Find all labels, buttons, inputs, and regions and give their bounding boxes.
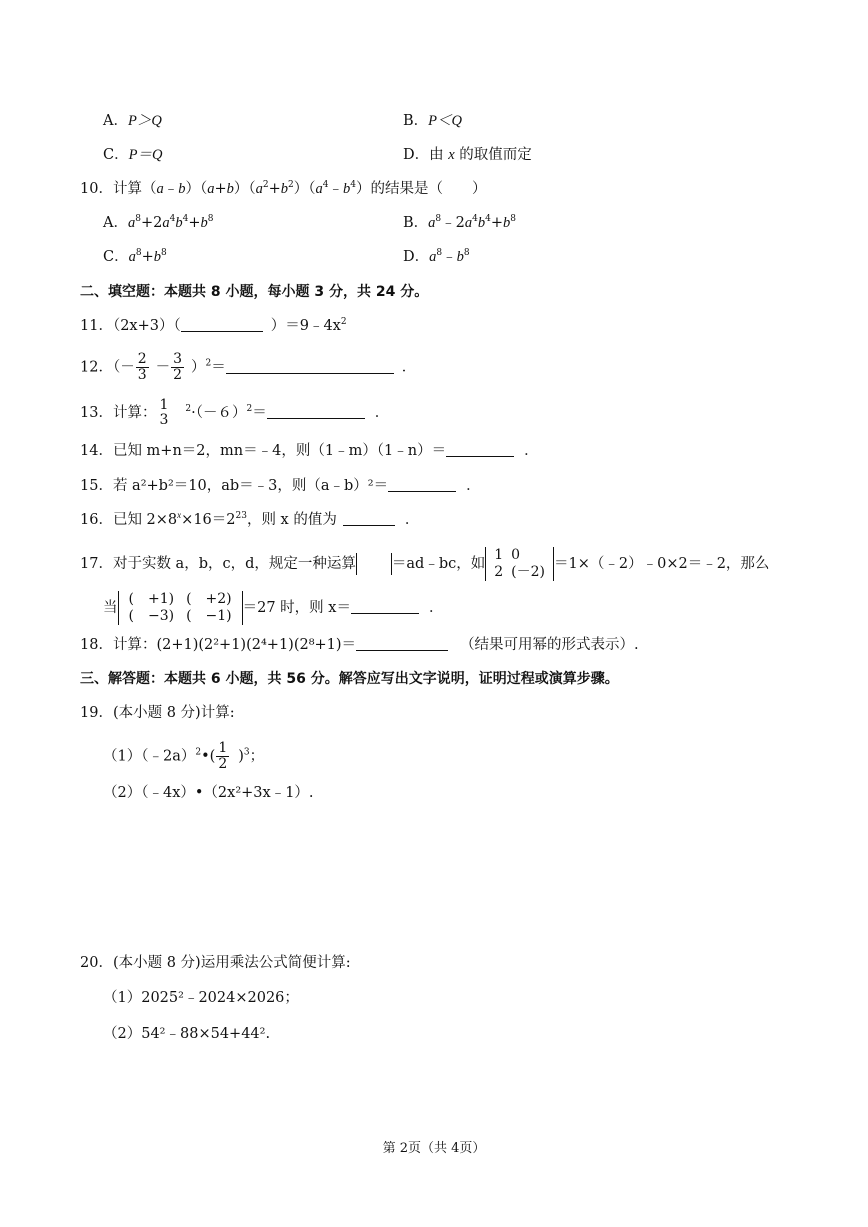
section-2-heading: 二、填空题：本题共 8 小题，每小题 3 分，共 24 分。 bbox=[80, 284, 429, 300]
q17-line-2: 当 ( +1) ( −3) ( +2) ( −1) ＝27 时，则 x＝ ． bbox=[103, 591, 444, 624]
q9-option-c: C．P＝Q bbox=[103, 147, 163, 163]
q12-fraction-2: $\frac{3}{2}$ bbox=[173, 351, 183, 383]
q15-answer-blank[interactable] bbox=[388, 477, 456, 492]
q17-determinant-example: 1 2 0 (－2) bbox=[485, 547, 554, 581]
q10-option-a: A．$a^8+2a^4b^4+b^8$ bbox=[103, 214, 214, 231]
q12-fraction-1: $\frac{2}{3}$ bbox=[137, 351, 147, 383]
q13: 13．计算： 1 3 $^2\cdot(-6)^2=$ ． bbox=[80, 397, 390, 428]
q18-answer-blank[interactable] bbox=[356, 636, 448, 651]
q9-option-a: A．P＞Q bbox=[103, 113, 162, 129]
q17-determinant-condition: ( +1) ( −3) ( +2) ( −1) bbox=[118, 591, 243, 625]
q19-part-2: （2）（﹣4x）•（2x²+3x﹣1）. bbox=[103, 785, 314, 801]
q17-line-1: 17．对于实数 a，b，c，d，规定一种运算 ＝ad﹣bc，如 1 2 0 (－2) ＝1×（﹣2）﹣0×2＝﹣2，那么 bbox=[80, 547, 770, 580]
q14-answer-blank[interactable] bbox=[446, 442, 514, 457]
q15: 15．若 a²+b²＝10，ab＝﹣3，则（a﹣b）²＝ ． bbox=[80, 478, 481, 494]
q20-part-1: （1）2025²﹣2024×2026； bbox=[103, 990, 299, 1006]
q16-answer-blank[interactable] bbox=[343, 511, 395, 526]
q18: 18．计算：(2+1)(2²+1)(2⁴+1)(2⁸+1)＝ （结果可用幂的形式表示）. bbox=[80, 637, 639, 653]
q12-answer-blank[interactable] bbox=[226, 359, 394, 374]
q17-determinant-definition bbox=[356, 553, 392, 575]
section-3-heading: 三、解答题：本题共 6 小题，共 56 分。解答应写出文字说明，证明过程或演算步骤。 bbox=[80, 671, 619, 687]
q17-answer-blank[interactable] bbox=[351, 599, 419, 614]
q19-part-1: （1）（﹣2a）$^2$•( $\frac{1}{2}$ )$^3$； bbox=[103, 740, 265, 772]
q9-option-b: B．P＜Q bbox=[403, 113, 462, 129]
q11: 11．（2x+3）（ ）$=9﹣4x^2$ bbox=[80, 317, 347, 334]
q10-option-c: C．$a^8+b^8$ bbox=[103, 248, 167, 265]
q13-answer-blank[interactable] bbox=[267, 404, 365, 419]
q20-title: 20．(本小题 8 分)运用乘法公式简便计算: bbox=[80, 955, 351, 971]
q10-option-d: D．$a^8﹣b^8$ bbox=[403, 248, 470, 265]
q12: 12．（－ $\frac{2}{3}$ － $\frac{3}{2}$ ）$^2$＝ ． bbox=[80, 351, 417, 383]
q14: 14．已知 m+n＝2，mn＝﹣4，则（1﹣m）（1﹣n）＝ ． bbox=[80, 443, 539, 459]
q11-answer-blank[interactable] bbox=[181, 317, 263, 332]
q19-title: 19．(本小题 8 分)计算: bbox=[80, 705, 235, 721]
q20-part-2: （2）54²﹣88×54+44². bbox=[103, 1026, 271, 1042]
q19-fraction: $\frac{1}{2}$ bbox=[218, 740, 228, 772]
q10-stem: 10．计算$(a﹣b)(a+b)(a^2+b^2)(a^4﹣b^4)$的结果是（ ） bbox=[80, 180, 487, 197]
q16: 16．已知 $2\times 8^x\times 16=2^{23}$，则 x 的值为 ． bbox=[80, 510, 420, 528]
q9-option-d: D．由 x 的取值而定 bbox=[403, 147, 532, 163]
q10-option-b: B．$a^8﹣2a^4b^4+b^8$ bbox=[403, 214, 516, 231]
page-footer: 第 2页（共 4页） bbox=[382, 1141, 486, 1156]
q13-fraction: 1 3 bbox=[159, 397, 169, 428]
